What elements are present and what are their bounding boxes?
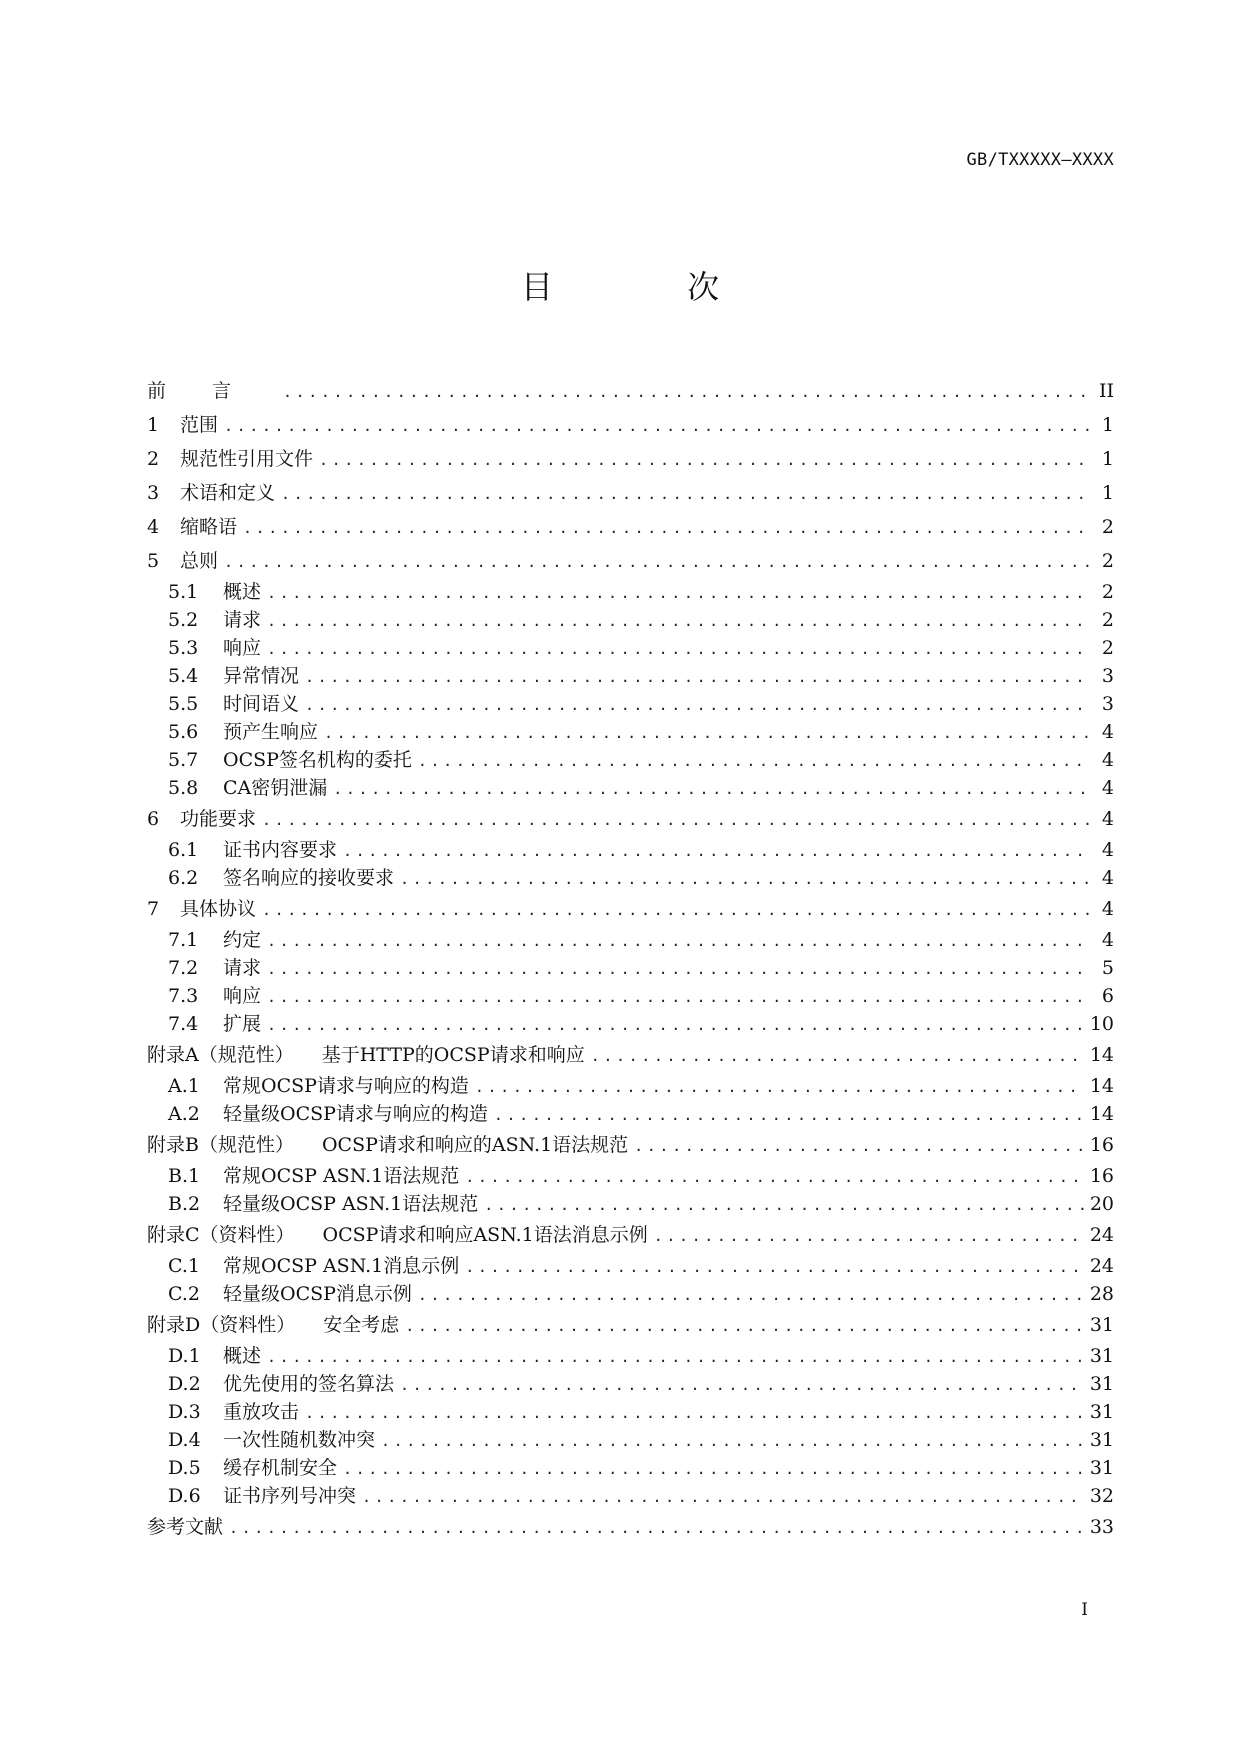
dot-leader [305, 1399, 1084, 1427]
toc-entry-section-d-6[interactable] [147, 1482, 1114, 1510]
toc-entry-label: 概述 [223, 581, 262, 603]
dot-leader [381, 1427, 1084, 1455]
toc-title: 目 次 [520, 268, 782, 306]
dot-leader [267, 1343, 1084, 1371]
toc-entry-page: 4 [1101, 777, 1114, 799]
toc-entry-label: 轻量级OCSP ASN.1语法规范 [223, 1193, 479, 1215]
dot-leader [267, 955, 1090, 983]
toc-entry-section-c-2[interactable] [147, 1280, 1114, 1308]
dot-leader [267, 635, 1090, 663]
dot-leader [262, 893, 1090, 927]
toc-entry-label: 约定 [223, 929, 262, 951]
table-of-contents [147, 374, 1114, 1544]
toc-entry-chapter-6[interactable] [147, 802, 1114, 836]
toc-entry-label: 异常情况 [223, 665, 300, 687]
toc-entry-section-d-2[interactable] [147, 1370, 1114, 1398]
toc-entry-page: 6 [1101, 985, 1114, 1007]
toc-entry-number: 1 [147, 414, 160, 436]
toc-entry-chapter-2[interactable] [147, 442, 1114, 476]
toc-entry-label: 总则 [180, 550, 219, 572]
toc-entry-page: 31 [1089, 1401, 1114, 1423]
toc-entry-label: 证书序列号冲突 [223, 1485, 357, 1507]
toc-entry-number: D.1 [168, 1345, 201, 1367]
toc-entry-label: 术语和定义 [180, 482, 276, 504]
toc-entry-number: 5.4 [168, 665, 199, 687]
toc-entry-page: 4 [1101, 929, 1114, 951]
toc-entry-page: 31 [1089, 1429, 1114, 1451]
toc-entry-label: 轻量级OCSP消息示例 [223, 1283, 412, 1305]
toc-entry-page: 33 [1089, 1516, 1114, 1538]
dot-leader [267, 579, 1090, 607]
toc-entry-label: OCSP签名机构的委托 [223, 749, 412, 771]
dot-leader [333, 775, 1090, 803]
toc-entry-page: 3 [1101, 665, 1114, 687]
dot-leader [484, 1191, 1084, 1219]
dot-leader [405, 1309, 1084, 1343]
dot-leader [418, 1281, 1084, 1309]
dot-leader [243, 511, 1090, 545]
toc-entry-section-d-5[interactable] [147, 1454, 1114, 1482]
toc-entry-chapter-3[interactable] [147, 476, 1114, 510]
toc-entry-section-5-3[interactable] [147, 634, 1114, 662]
toc-entry-label: 重放攻击 [223, 1401, 300, 1423]
appendix-code: 附录A（规范性） [147, 1044, 294, 1066]
toc-entry-section-5-4[interactable] [147, 662, 1114, 690]
toc-entry-page: 2 [1101, 581, 1114, 603]
toc-entry-chapter-7[interactable] [147, 892, 1114, 926]
toc-entry-appendix-d[interactable] [147, 1308, 1114, 1342]
dot-leader [305, 663, 1090, 691]
toc-entry-number: 5.2 [168, 609, 199, 631]
dot-leader [465, 1253, 1084, 1281]
toc-entry-label: 功能要求 [180, 808, 257, 830]
toc-entry-page: 16 [1089, 1134, 1114, 1156]
toc-entry-number: 5.5 [168, 693, 199, 715]
dot-leader [362, 1483, 1084, 1511]
toc-entry-page: 14 [1089, 1075, 1114, 1097]
toc-entry-label: 证书内容要求 [223, 839, 338, 861]
toc-entry-page: II [1098, 380, 1114, 402]
toc-entry-page: 2 [1101, 516, 1114, 538]
toc-entry-label: 一次性随机数冲突 [223, 1429, 376, 1451]
toc-entry-page: 4 [1101, 808, 1114, 830]
toc-entry-chapter-5[interactable] [147, 544, 1114, 578]
toc-entry-page: 4 [1101, 721, 1114, 743]
toc-entry-page: 2 [1101, 550, 1114, 572]
dot-leader [305, 691, 1090, 719]
toc-entry-label: 请求 [223, 957, 262, 979]
toc-entry-appendix-a[interactable] [147, 1038, 1114, 1072]
toc-entry-section-7-2[interactable] [147, 954, 1114, 982]
toc-entry-label: 常规OCSP ASN.1语法规范 [223, 1165, 460, 1187]
dot-leader [224, 545, 1090, 579]
dot-leader [494, 1101, 1084, 1129]
toc-entry-appendix-c[interactable] [147, 1218, 1114, 1252]
toc-entry-label: 扩展 [223, 1013, 262, 1035]
toc-entry-page: 20 [1089, 1193, 1114, 1215]
toc-entry-page: 5 [1101, 957, 1114, 979]
toc-entry-chapter-4[interactable] [147, 510, 1114, 544]
toc-entry-page: 32 [1089, 1485, 1114, 1507]
appendix-code: 附录C（资料性） [147, 1224, 295, 1246]
toc-entry-number: A.2 [168, 1103, 200, 1125]
toc-entry-label: 安全考虑 [323, 1314, 400, 1336]
dot-leader [262, 803, 1090, 837]
toc-entry-page: 2 [1101, 637, 1114, 659]
toc-entry-label: 签名响应的接收要求 [223, 867, 395, 889]
toc-entry-foreword[interactable] [147, 374, 1114, 408]
toc-entry-section-b-2[interactable] [147, 1190, 1114, 1218]
toc-entry-page: 4 [1101, 898, 1114, 920]
toc-entry-number: 7.4 [168, 1013, 199, 1035]
toc-entry-number: D.2 [168, 1373, 201, 1395]
toc-entry-number: D.4 [168, 1429, 201, 1451]
toc-entry-section-5-5[interactable] [147, 690, 1114, 718]
toc-entry-section-7-1[interactable] [147, 926, 1114, 954]
dot-leader [267, 983, 1090, 1011]
toc-entry-label: 响应 [223, 637, 262, 659]
appendix-code: 附录B（规范性） [147, 1134, 294, 1156]
toc-entry-page: 14 [1089, 1103, 1114, 1125]
toc-entry-references[interactable] [147, 1510, 1114, 1544]
toc-entry-page: 24 [1089, 1224, 1114, 1246]
dot-leader [267, 1011, 1084, 1039]
toc-entry-section-a-2[interactable] [147, 1100, 1114, 1128]
toc-entry-section-b-1[interactable] [147, 1162, 1114, 1190]
toc-entry-page: 31 [1089, 1314, 1114, 1336]
toc-entry-label: 常规OCSP ASN.1消息示例 [223, 1255, 460, 1277]
toc-entry-section-5-1[interactable] [147, 578, 1114, 606]
toc-entry-label: 前言 [147, 380, 278, 402]
toc-entry-page: 1 [1101, 414, 1114, 436]
appendix-code: 附录D（资料性） [147, 1314, 296, 1336]
toc-entry-section-7-3[interactable] [147, 982, 1114, 1010]
document-code: GB/TXXXXX—XXXX [966, 150, 1114, 170]
dot-leader [475, 1073, 1084, 1101]
toc-entry-label: OCSP请求和响应的ASN.1语法规范 [321, 1134, 629, 1156]
toc-entry-label: 请求 [223, 609, 262, 631]
toc-entry-page: 24 [1089, 1255, 1114, 1277]
toc-entry-page: 14 [1089, 1044, 1114, 1066]
toc-entry-number: 7 [147, 898, 160, 920]
toc-entry-section-a-1[interactable] [147, 1072, 1114, 1100]
dot-leader [343, 837, 1090, 865]
toc-entry-number: 5 [147, 550, 160, 572]
dot-leader [267, 927, 1090, 955]
dot-leader [634, 1129, 1084, 1163]
toc-entry-section-5-6[interactable] [147, 718, 1114, 746]
toc-entry-label: 响应 [223, 985, 262, 1007]
toc-entry-label: 时间语义 [223, 693, 300, 715]
dot-leader [229, 1511, 1084, 1545]
dot-leader [281, 477, 1090, 511]
toc-entry-number: 5.6 [168, 721, 199, 743]
toc-entry-page: 31 [1089, 1345, 1114, 1367]
toc-entry-section-6-2[interactable] [147, 864, 1114, 892]
toc-entry-number: 6.1 [168, 839, 199, 861]
dot-leader [343, 1455, 1084, 1483]
toc-entry-label: CA密钥泄漏 [223, 777, 328, 799]
toc-entry-number: C.2 [168, 1283, 200, 1305]
toc-entry-number: 6 [147, 808, 160, 830]
toc-entry-number: 5.3 [168, 637, 199, 659]
toc-entry-number: 4 [147, 516, 160, 538]
toc-entry-page: 31 [1089, 1373, 1114, 1395]
dot-leader [224, 409, 1090, 443]
toc-entry-label: 基于HTTP的OCSP请求和响应 [321, 1044, 585, 1066]
dot-leader [283, 375, 1090, 409]
toc-entry-label: OCSP请求和响应ASN.1语法消息示例 [322, 1224, 648, 1246]
dot-leader [319, 443, 1090, 477]
dot-leader [400, 1371, 1084, 1399]
toc-entry-label: 优先使用的签名算法 [223, 1373, 395, 1395]
toc-entry-label: 规范性引用文件 [180, 448, 314, 470]
toc-entry-page: 1 [1101, 482, 1114, 504]
toc-entry-appendix-b[interactable] [147, 1128, 1114, 1162]
toc-entry-page: 2 [1101, 609, 1114, 631]
dot-leader [324, 719, 1090, 747]
toc-entry-number: B.2 [168, 1193, 201, 1215]
toc-entry-section-5-7[interactable] [147, 746, 1114, 774]
dot-leader [267, 607, 1090, 635]
toc-entry-section-d-1[interactable] [147, 1342, 1114, 1370]
toc-entry-number: 2 [147, 448, 160, 470]
toc-entry-page: 4 [1101, 839, 1114, 861]
dot-leader [591, 1039, 1084, 1073]
toc-entry-section-7-4[interactable] [147, 1010, 1114, 1038]
toc-entry-label: 范围 [180, 414, 219, 436]
toc-entry-number: C.1 [168, 1255, 200, 1277]
toc-entry-number: 5.1 [168, 581, 199, 603]
toc-entry-section-5-2[interactable] [147, 606, 1114, 634]
toc-entry-number: 3 [147, 482, 160, 504]
dot-leader [654, 1219, 1084, 1253]
toc-entry-page: 31 [1089, 1457, 1114, 1479]
toc-entry-section-d-4[interactable] [147, 1426, 1114, 1454]
toc-entry-number: A.1 [168, 1075, 200, 1097]
toc-entry-chapter-1[interactable] [147, 408, 1114, 442]
toc-entry-label: 常规OCSP请求与响应的构造 [223, 1075, 469, 1097]
toc-entry-number: 7.1 [168, 929, 199, 951]
toc-entry-number: D.5 [168, 1457, 201, 1479]
toc-entry-number: 7.3 [168, 985, 199, 1007]
toc-entry-number: 7.2 [168, 957, 199, 979]
toc-entry-page: 4 [1101, 749, 1114, 771]
dot-leader [465, 1163, 1084, 1191]
toc-entry-page: 4 [1101, 867, 1114, 889]
toc-entry-label: 预产生响应 [223, 721, 319, 743]
toc-entry-page: 16 [1089, 1165, 1114, 1187]
toc-entry-section-c-1[interactable] [147, 1252, 1114, 1280]
toc-entry-label: 参考文献 [147, 1516, 224, 1538]
toc-entry-label: 具体协议 [180, 898, 257, 920]
toc-entry-section-6-1[interactable] [147, 836, 1114, 864]
toc-entry-page: 1 [1101, 448, 1114, 470]
toc-entry-number: B.1 [168, 1165, 201, 1187]
toc-entry-section-5-8[interactable] [147, 774, 1114, 802]
footer-page-number: I [1081, 1600, 1088, 1620]
toc-entry-label: 概述 [223, 1345, 262, 1367]
toc-entry-number: 6.2 [168, 867, 199, 889]
toc-entry-label: 缓存机制安全 [223, 1457, 338, 1479]
toc-entry-number: D.6 [168, 1485, 201, 1507]
toc-entry-label: 轻量级OCSP请求与响应的构造 [223, 1103, 488, 1125]
toc-entry-label: 缩略语 [180, 516, 238, 538]
toc-entry-page: 10 [1089, 1013, 1114, 1035]
dot-leader [418, 747, 1090, 775]
toc-entry-number: 5.8 [168, 777, 199, 799]
toc-entry-page: 3 [1101, 693, 1114, 715]
dot-leader [400, 865, 1090, 893]
toc-entry-number: D.3 [168, 1401, 201, 1423]
toc-entry-page: 28 [1089, 1283, 1114, 1305]
toc-entry-section-d-3[interactable] [147, 1398, 1114, 1426]
toc-entry-number: 5.7 [168, 749, 199, 771]
